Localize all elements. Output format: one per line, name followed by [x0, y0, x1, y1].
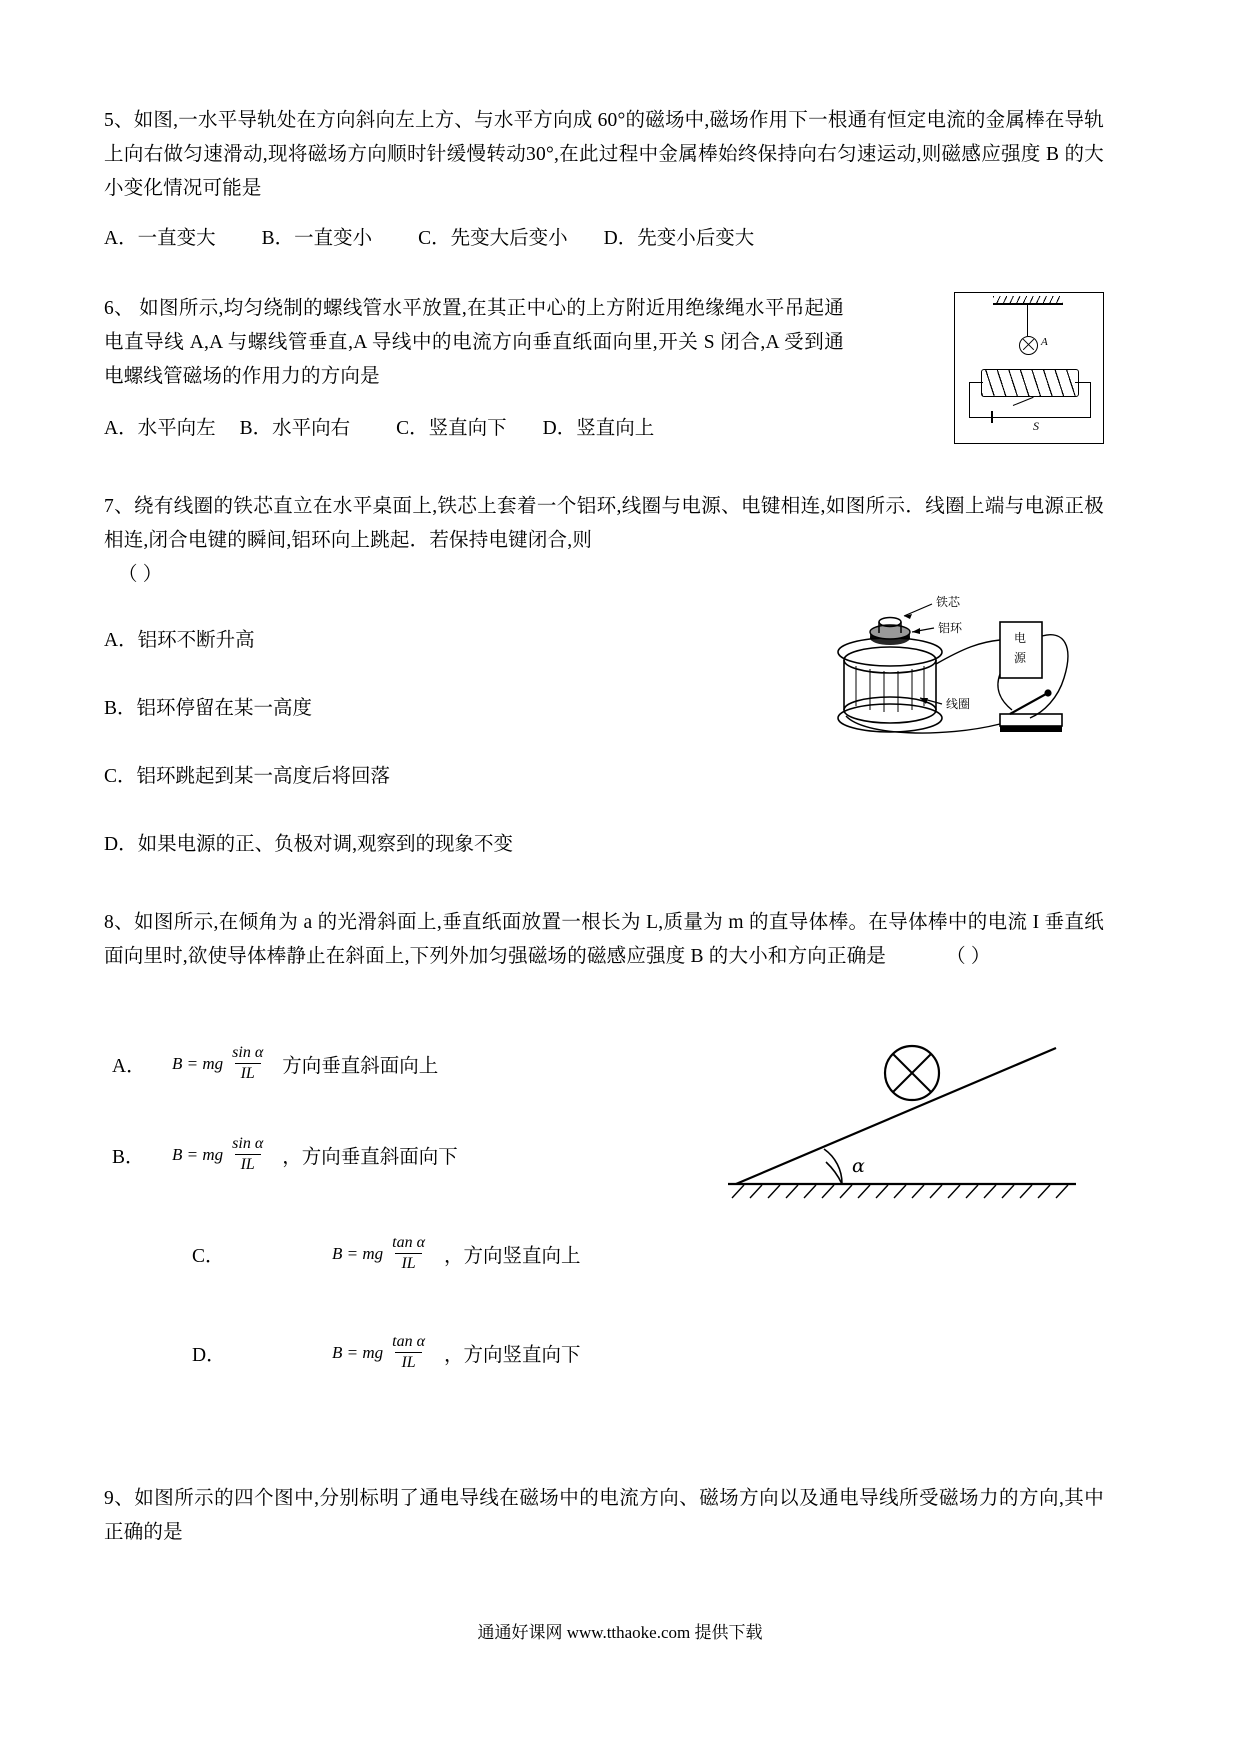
page-footer: 通通好课网 www.tthaoke.com 提供下载: [477, 1623, 763, 1642]
question-7-stem: 7、绕有线圈的铁芯直立在水平桌面上,铁芯上套着一个铝环,线圈与电源、电键相连,如图所示．线圈上端与电源正极相连,闭合电键的瞬间,铝环向上跳起．若保持电键闭合,则: [104, 496, 1104, 551]
formula-c-numerator: tan α: [392, 1234, 425, 1251]
svg-text:电: 电: [1014, 631, 1027, 645]
battery-symbol: [991, 411, 993, 423]
question-8-option-a-label: A．: [112, 1055, 146, 1077]
question-6-option-d[interactable]: D．竖直向上: [542, 418, 655, 439]
question-8-stem-text: 8、如图所示,在倾角为 a 的光滑斜面上,垂直纸面放置一根长为 L,质量为 m 的直导体棒。在导体棒中的电流 I 垂直纸面向里时,欲使导体棒静止在斜面上,下列外加匀强磁场的磁感应强度 B 的大小和方向正确是: [104, 912, 1104, 967]
question-8-option-d[interactable]: [104, 1333, 1104, 1372]
svg-text:源: 源: [1014, 651, 1027, 665]
formula-c-lhs: B = mg: [332, 1243, 384, 1263]
formula-d-numerator: tan α: [392, 1333, 425, 1350]
solenoid-coil: [981, 369, 1079, 397]
question-8-option-b[interactable]: [104, 1135, 1104, 1174]
question-8-option-a-desc: 方向垂直斜面向上: [282, 1055, 439, 1077]
question-7-option-b[interactable]: B．铝环停留在某一高度: [104, 698, 313, 719]
question-8-option-b-label: B．: [112, 1146, 145, 1168]
formula-a-lhs: B = mg: [172, 1053, 224, 1073]
current-into-page-icon: [1019, 336, 1038, 355]
question-8-option-c-label: C．: [192, 1245, 225, 1267]
formula-a-denominator: IL: [235, 1063, 261, 1083]
question-8-option-c[interactable]: [104, 1234, 1104, 1273]
formula-c-denominator: IL: [395, 1253, 421, 1273]
question-8-option-c-desc: ，方向竖直向上: [443, 1245, 581, 1267]
question-8-answer-paren: （ ）: [946, 946, 991, 967]
solenoid-right-lead: [1075, 382, 1091, 383]
question-6-stem: 6、 如图所示,均匀绕制的螺线管水平放置,在其正中心的上方附近用绝缘绳水平吊起通电直导线 A,A 与螺线管垂直,A 导线中的电流方向垂直纸面向里,开关 S 闭合,A 受到通电螺线管磁场的作用力的方向是: [104, 298, 844, 387]
ceiling-line: [993, 303, 1063, 305]
insulating-rope: [1027, 304, 1028, 336]
formula-a-numerator: sin α: [232, 1044, 264, 1061]
question-8-option-d-formula: [332, 1333, 434, 1372]
formula-d-denominator: IL: [395, 1352, 421, 1372]
question-7-option-c[interactable]: C．铝环跳起到某一高度后将回落: [104, 766, 391, 787]
question-8-option-a-formula: [172, 1044, 272, 1083]
question-5: [104, 104, 1104, 256]
question-6-option-c[interactable]: C．竖直向下: [396, 418, 507, 439]
question-8-option-a[interactable]: [104, 1044, 1104, 1083]
question-5-option-d[interactable]: D．先变小后变大: [603, 228, 755, 249]
question-7: [104, 490, 1104, 862]
svg-text:铁芯: 铁芯: [936, 595, 961, 609]
question-8-option-d-label: D．: [192, 1344, 226, 1366]
formula-b-numerator: sin α: [232, 1135, 264, 1152]
solenoid-figure: [954, 292, 1104, 444]
formula-a-fraction: [226, 1044, 269, 1083]
question-8-option-b-desc: ，方向垂直斜面向下: [282, 1146, 458, 1168]
iron-core-ring-drawing: [824, 586, 1094, 766]
svg-text:铝环: 铝环: [938, 621, 963, 635]
question-5-option-b[interactable]: B．一直变小: [261, 228, 373, 249]
question-8: [104, 906, 1104, 1426]
question-5-stem: 5、如图,一水平导轨处在方向斜向左上方、与水平方向成 60°的磁场中,磁场作用下一根通有恒定电流的金属棒在导轨上向右做匀速滑动,现将磁场方向顺时针缓慢转动30°,在此过程中金属棒始终保持向右匀速运动,则磁感应强度 B 的大小变化情况可能是: [104, 110, 1104, 199]
question-7-option-a[interactable]: A．铝环不断升高: [104, 630, 255, 651]
question-7-option-d[interactable]: D．如果电源的正、负极对调,观察到的现象不变: [104, 834, 513, 855]
circuit-bottom-wire: [969, 417, 1091, 418]
svg-text:线圈: 线圈: [946, 697, 971, 711]
circuit-right-wire: [1090, 382, 1091, 418]
wire-label-a: A: [1041, 336, 1048, 348]
circuit-left-wire: [969, 382, 970, 418]
document-content: [104, 104, 1104, 1556]
question-8-stem: [104, 906, 1104, 974]
iron-core-ring-figure: [824, 586, 1094, 766]
formula-d-fraction: [386, 1333, 431, 1372]
switch-label-s: S: [1033, 419, 1039, 433]
formula-b-denominator: IL: [235, 1154, 261, 1174]
formula-b-fraction: [226, 1135, 269, 1174]
question-9: [104, 1482, 1104, 1550]
solenoid-left-lead: [969, 382, 983, 383]
formula-b-lhs: B = mg: [172, 1144, 224, 1164]
question-7-answer-paren: （ ）: [118, 564, 163, 585]
question-8-option-d-desc: ，方向竖直向下: [443, 1344, 581, 1366]
question-5-option-a[interactable]: A．一直变大: [104, 228, 216, 249]
question-8-option-b-formula: [172, 1135, 272, 1174]
question-5-options: [104, 222, 1104, 256]
switch-lever-icon: [1013, 397, 1034, 406]
svg-text:α: α: [852, 1155, 865, 1177]
question-6: [104, 292, 1104, 452]
question-9-stem: 9、如图所示的四个图中,分别标明了通电导线在磁场中的电流方向、磁场方向以及通电导线所受磁场力的方向,其中正确的是: [104, 1488, 1104, 1543]
question-6-option-b[interactable]: B．水平向右: [239, 418, 351, 439]
question-8-option-c-formula: [332, 1234, 434, 1273]
formula-c-fraction: [386, 1234, 431, 1273]
question-6-option-a[interactable]: A．水平向左: [104, 418, 216, 439]
question-5-option-c[interactable]: C．先变大后变小: [418, 228, 568, 249]
formula-d-lhs: B = mg: [332, 1342, 384, 1362]
